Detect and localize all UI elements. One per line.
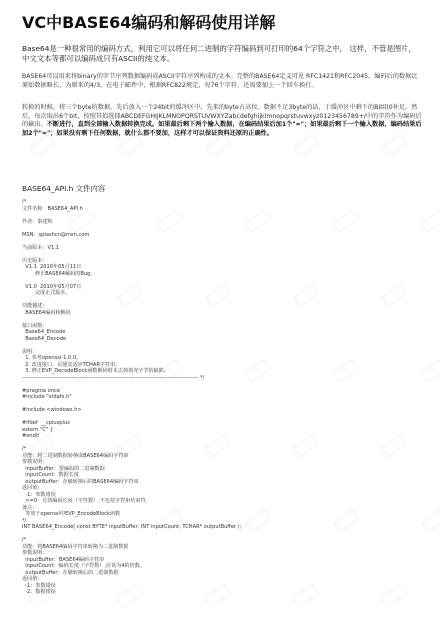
code-line: /* (22, 537, 27, 543)
code-line: #include "stdafx.h" (22, 394, 72, 400)
code-line: V1.1 2010年05月11日 (22, 264, 82, 270)
code-line: 参数说明： (22, 459, 48, 465)
code-line: INT BASE64_Encode( const BYTE* inputBuffer, INT inputCount, TCHAR* outputBuffer ); (22, 524, 242, 530)
code-line: 功能描述： (22, 303, 48, 309)
code-line: #endif (22, 433, 40, 439)
code-line: 备注： (22, 504, 38, 511)
code-block (22, 199, 422, 596)
code-line: -2：数据错误 (22, 589, 56, 595)
code-line: 功能：将二进制数据转换成BASE64编码字符串 (22, 452, 129, 459)
base64-definition-paragraph: BASE64可以用来将binary的字节序列数据编码成ASCII字符序列构成的文本。完整的BASE64定义可见 RFC1421和RFC2045。编码后的数据比原始数据略长，为原来的4/3。在电子邮件中，根据RFC822规定，每76个字符，还需要加上一个回车换行。 (22, 73, 418, 89)
intro-paragraph: Base64是一种很常用的编码方式，利用它可以将任何二进制的字符编码到可打印的64个字符之中， 这样，不管是图片，中文文本等都可以编码成只有ASCII的纯文本。 (22, 44, 416, 63)
code-line: V1.0 2010年05月07日 (22, 283, 82, 290)
code-line: MSN：splashcn@msn.com (22, 231, 90, 238)
code-line: 功能：将BASE64编码字符串转换为二进制数据 (22, 543, 129, 550)
code-line: 等效于openssl中EVP_EncodeBlock函数 (22, 511, 121, 517)
watermark-mark (421, 359, 440, 383)
code-line: >=0：有效编码长度（字符数）,不包括字符串结束符。 (22, 498, 151, 504)
code-line: 说明： (22, 348, 38, 355)
code-line: 返回值： (22, 576, 43, 582)
code-line: -1：参数错误 (22, 491, 56, 498)
code-line: 历史版本： (22, 257, 48, 264)
code-line: outputBuffer：存储转换后的二进制数据 (22, 569, 119, 576)
code-line: 参数说明： (22, 550, 48, 556)
code-line: inputCount：编码长度（字符数）,应该为4的倍数。 (22, 563, 145, 569)
code-line: inputCount：数据长度 (22, 472, 79, 478)
padding-rule-text: 不断进行，直到全部输入数据转换完成。如果最后剩下两个输入数据，在编码结果后加1个"="；如果最后剩下一个输入数据，编码结果后加2个"="；如果没有剩下任何数据，就什么都不要加，这样才可以保证资料还原的正确性。 (22, 121, 422, 137)
code-line: 1. 参考openssl-1.0.0。 (22, 355, 82, 361)
code-line: 接口函数： (22, 322, 48, 329)
watermark-mark (421, 509, 440, 533)
code-line: inputBuffer：要编码的二进制数据 (22, 465, 105, 472)
conversion-paragraph (22, 104, 422, 138)
code-line: 作者：秦建辉 (22, 218, 53, 225)
code-line: inputBuffer：BASE64编码字符串 (22, 556, 105, 563)
code-line: Base64_Encode (22, 329, 66, 335)
code-line: extern "C" { (22, 426, 54, 433)
code-line: 修正BASE64解码的Bug。 (22, 270, 96, 277)
code-line: 完成正式版本。 (22, 290, 71, 296)
code-line: 返回值： (22, 485, 43, 491)
code-line: 3. 修正EVP_DecodeBlock函数解码时未去掉填充字节的缺陷。 (22, 368, 169, 374)
code-line: /* (22, 199, 27, 205)
code-line: #pragma once (22, 387, 60, 394)
page-title: VC中BASE64编码和解码使用详解 (22, 13, 276, 32)
code-line: */ (22, 517, 27, 524)
code-line: #ifdef __cplusplus (22, 420, 70, 426)
code-line: 2. 改进接口，以使其适应TCHAR字符串。 (22, 361, 121, 368)
watermark-mark (421, 209, 440, 233)
code-line: ------------------------------------------------------------------------------------------------ */ (22, 374, 205, 381)
code-line: 当前版本：V1.1 (22, 244, 60, 251)
code-line: BASE64编码和解码 (22, 309, 71, 316)
code-line: Base64_Decode (22, 335, 67, 342)
file-section-title: BASE64_API.h 文件内容 (22, 184, 106, 193)
code-line: -1：参数错误 (22, 582, 56, 589)
code-line: 文件名称：BASE64_API.h (22, 205, 83, 212)
conversion-text: 转换的时候，将三个byte的数据，先后放入一个24bit的缓冲区中，先来的byte占高位。数据不足3byte的话，于缓冲区中剩下的Bit用0补足。然后，每次取出6个bit，按照其值选择ABCDEFGHIJKLMNOPQRSTUVWXYZabcdefghijklmnopqrstuvwxyz0123456789+/中的字符作为编码后的输出。 (22, 104, 422, 129)
code-line: #include <windows.h> (22, 407, 82, 413)
code-line: outputBuffer：存储转换后的BASE64编码字符串 (22, 478, 139, 485)
code-line: /* (22, 446, 27, 452)
